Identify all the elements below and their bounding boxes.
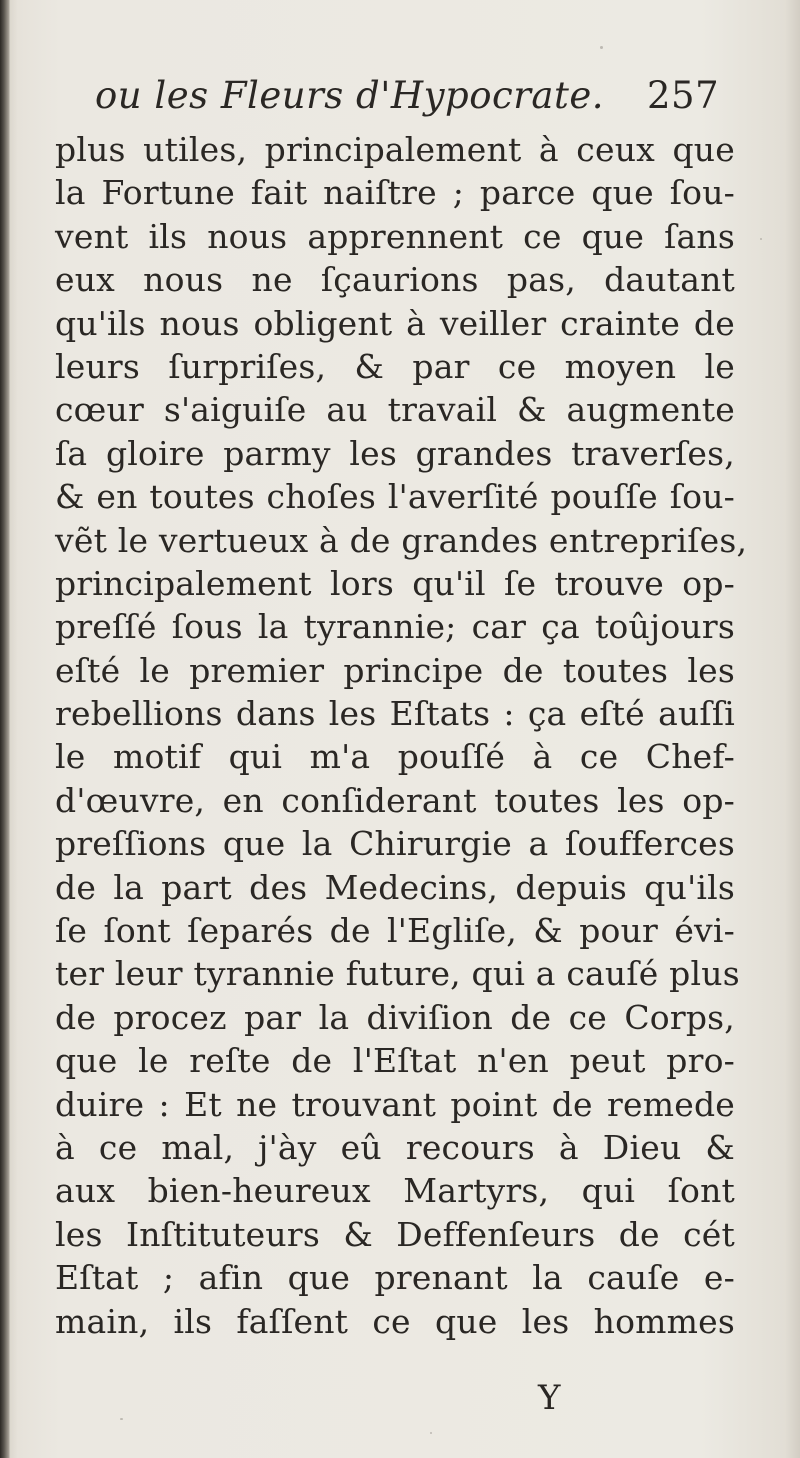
text-line: vent ils nous apprennent ce que ſans — [55, 216, 735, 256]
paper-speck — [760, 238, 762, 240]
text-line: principalement lors qu'il ſe trouve op- — [55, 563, 735, 603]
text-line: vẽt le vertueux à de grandes entrepriſes, — [55, 520, 748, 560]
text-line: leurs ſurpriſes, & par ce moyen le — [55, 346, 735, 386]
text-line: que le reſte de l'Eſtat n'en peut pro- — [55, 1041, 735, 1081]
text-line: preſſé ſous la tyrannie; car ça toûjours — [55, 607, 735, 647]
text-line: qu'ils nous obligent à veiller crainte de — [55, 303, 735, 343]
text-line: à ce mal, j'ày eû recours à Dieu & — [55, 1127, 735, 1167]
book-spine-shadow — [0, 0, 10, 1458]
text-line: Eſtat ; afin que prenant la cauſe e- — [55, 1258, 735, 1298]
text-line: le motif qui m'a pouſſé à ce Chef- — [55, 737, 735, 777]
running-head-title: ou les Fleurs d'Hypocrate. — [95, 74, 604, 117]
text-line: ter leur tyrannie future, qui a cauſé plus — [55, 954, 740, 994]
text-line: d'œuvre, en conſiderant toutes les op- — [55, 780, 735, 820]
text-line: ſe ſont ſeparés de l'Egliſe, & pour évi- — [55, 911, 735, 951]
text-line: cœur s'aiguiſe au travail & augmente — [55, 390, 735, 430]
text-line: duire : Et ne trouvant point de remede — [55, 1084, 735, 1124]
text-line: la Fortune fait naiſtre ; parce que ſou- — [55, 173, 735, 213]
paper-speck — [600, 46, 603, 49]
running-head — [95, 66, 735, 126]
text-line: de la part des Medecins, depuis qu'ils — [55, 867, 735, 907]
text-line: eſté le premier principe de toutes les — [55, 650, 735, 690]
text-line: plus utiles, principalement à ceux que — [55, 130, 735, 169]
text-line: main, ils faſſent ce que les hommes — [55, 1301, 735, 1341]
page-number: 257 — [647, 74, 720, 117]
text-line: de procez par la diviſion de ce Corps, — [55, 997, 735, 1037]
text-line: les Inſtituteurs & Deffenſeurs de cét — [55, 1214, 735, 1254]
paper-speck — [120, 1418, 123, 1420]
text-line: aux bien-heureux Martyrs, qui ſont — [55, 1171, 735, 1211]
text-line: & en toutes choſes l'averſité pouſſe ſou- — [55, 477, 735, 517]
text-block — [55, 128, 748, 1343]
paper-speck — [430, 1432, 432, 1434]
signature-mark: Y — [538, 1378, 561, 1418]
text-line: rebellions dans les Eſtats : ça eſté auſſi — [55, 694, 735, 734]
text-line: ſa gloire parmy les grandes traverſes, — [55, 433, 735, 473]
text-line: eux nous ne ſçaurions pas, dautant — [55, 260, 735, 300]
text-line: preſſions que la Chirurgie a ſoufferces — [55, 824, 735, 864]
